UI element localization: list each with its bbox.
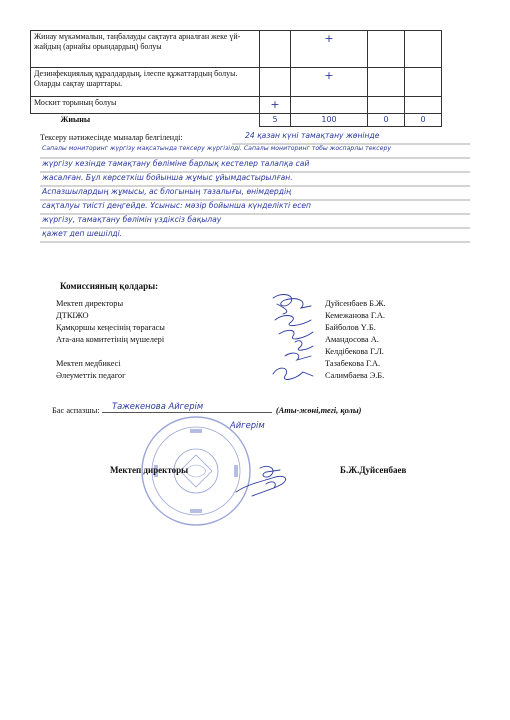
head-cook-line — [52, 406, 361, 415]
handwritten-line: жүргізу кезінде тамақтану бөліміне барлық кестелер талапқа сай — [42, 159, 310, 168]
handwritten-line: жасалған. Бұл көрсеткіш бойынша жұмыс ұйымдастырылған. — [42, 173, 293, 182]
total-label: Жиыны — [60, 114, 91, 124]
member-name: Байболов Ү.Б. — [325, 323, 376, 332]
row-mark-b — [291, 97, 368, 114]
role-item: Әлеуметтік педагог — [56, 371, 126, 380]
table-row — [31, 31, 442, 68]
total-row — [31, 113, 442, 126]
director-name: Б.Ж.Дуйсенбаев — [340, 465, 407, 475]
role-item: Қамқоршы кеңесінің төрағасы — [56, 323, 165, 332]
director-label: Мектеп директоры — [110, 465, 189, 475]
commission-title: Комиссияның қолдары: — [60, 281, 159, 291]
handwritten-line: қажет деп шешілді. — [42, 229, 123, 238]
row-mark-b: + — [291, 68, 368, 97]
handwritten-line: Сапалы мониторинг жүргізу мақсатында тексеру жүргізілді. Сапалы мониторинг тобы жоспарлы тексеру — [42, 145, 392, 152]
commission-names — [325, 298, 386, 382]
member-name: Дуйсенбаев Б.Ж. — [325, 299, 386, 308]
role-item: Мектеп медбикесі — [56, 359, 121, 368]
total-value: 0 — [405, 113, 442, 126]
row-cell — [368, 31, 405, 68]
row-cell — [368, 68, 405, 97]
table-row — [31, 97, 442, 114]
row-mark-a — [260, 31, 291, 68]
member-name: Тазабекова Г.А. — [325, 359, 381, 368]
row-description: Москит торының болуы — [31, 97, 260, 114]
member-name: Салимбаева Э.Б. — [325, 371, 385, 380]
handwritten-line: сақталуы тиісті деңгейде. Ұсыныс: мәзір бойынша күнделікті есеп — [42, 201, 312, 210]
member-name: Амандосова А. — [325, 335, 379, 344]
row-mark-b: + — [291, 31, 368, 68]
role-item — [56, 346, 165, 358]
handwritten-line: жүргізу, тамақтану бөлімін үздіксіз бақылау — [42, 215, 222, 224]
handwritten-line: Аспазшылардың жұмысы, ас блогының тазалығы, өнімдердің — [42, 187, 292, 196]
row-description: Жинау мүкәммалын, таңбалауды сақтауға арналған жеке үй-жайдың (арнайы орындардың) болуы — [31, 31, 260, 68]
role-item: Мектеп директоры — [56, 299, 124, 308]
head-cook-handwritten-name: Тажекенова Айгерім — [112, 401, 204, 411]
member-name: Кемежанова Г.А. — [325, 311, 385, 320]
total-value: 5 — [260, 113, 291, 126]
results-label: Тексеру нәтижесінде мыналар белгіленді: — [40, 133, 183, 142]
role-item: Ата-ана комитетінің мүшелері — [56, 335, 165, 344]
row-mark-a — [260, 68, 291, 97]
row-cell — [368, 97, 405, 114]
row-mark-a: + — [260, 97, 291, 114]
head-cook-label: Бас аспазшы: — [52, 406, 100, 415]
checklist-table — [30, 30, 442, 127]
table-row — [31, 68, 442, 97]
total-value: 0 — [368, 113, 405, 126]
commission-signatures — [255, 290, 335, 390]
total-value: 100 — [291, 113, 368, 126]
head-cook-caption: (Аты-жөні,тегі, қолы) — [275, 406, 362, 415]
row-cell — [405, 68, 442, 97]
head-cook-handwritten-signature: Айгерім — [230, 420, 265, 430]
commission-roles — [56, 298, 165, 382]
director-signature — [232, 462, 302, 502]
row-description: Дезинфекциялық құралдардың, ілеспе құжаттардың болуы. Оларды сақтау шарттары. — [31, 68, 260, 97]
member-name: Келдібекова Г.Л. — [325, 347, 384, 356]
head-cook-underline — [102, 412, 272, 413]
handwritten-line: 24 қазан күні тамақтану жөнінде — [245, 131, 380, 140]
row-cell — [405, 31, 442, 68]
role-item: ДТКІЖО — [56, 311, 89, 320]
row-cell — [405, 97, 442, 114]
